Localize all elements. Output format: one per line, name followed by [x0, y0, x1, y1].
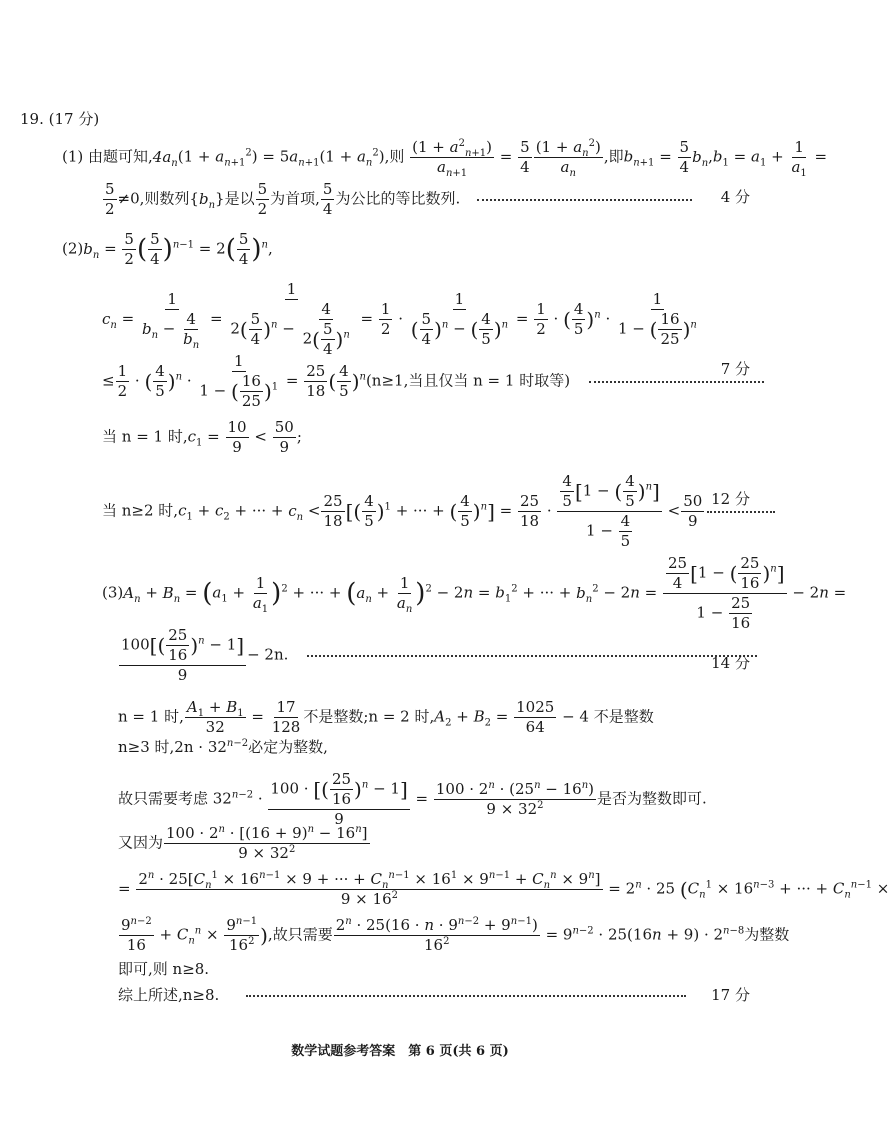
part3-continuation: $\frac{9^{n-2}}{16}$ + $C_n^n$ × $\frac{9^{n-1}}{16^2}$ ),故只需要 $\frac{2^n \cdot 25(16 \cdot n \cdot 9^{n-2} + 9^{n-1})}{16^2}$ = $9^{n-2} \cdot 25(16n + 9) \cdot 2^{n-8}$为整数	[121, 916, 790, 954]
part2-cn: $c_n$ = 1 $b_n$ − $\frac{4}{b_n}$ = 1 2( $\frac{5}{4}$ )$^n$ − 4 2( $\frac{5}{4}$ )$^n$ = $\frac{1}{2}$ · 1 ( $\frac{5}{4}$ )$^n$ − ( $\frac{4}{5}$ )$^n$ = $\frac{1}{2}$ · ( $\frac{4}{5}$ )$^n$ · 1 1 − ( $\frac{16}{25}$ )$^n$	[102, 280, 697, 358]
part3-score1: 14 分	[711, 654, 750, 672]
part2-n2: 当 n≥2 时$,c_1 + c_2$ + ··· + $c_n$ < $\frac{25}{18}$ [( $\frac{4}{5}$ )$^1$ + ··· + ( $\frac{4}{5}$ )$^n$] = $\frac{25}{18}$ · $\frac{4}{5}$ [1 − ( $\frac{4}{5}$ )$^n$] 1 − $\frac{4}{5}$ < $\frac{50}{9}$	[102, 474, 775, 549]
part1-line1: (1) 由题可知$,4a_n(1 + a_{n+1}^2) = 5a_{n+1}(1 + a_n^2)$,则 $\frac{(1 + a^2_{n+1})}{a_{n+1}}$ = $\frac{5}{4}$ $\frac{(1 + a_n^2)}{a_n}$ ,即$b_{n+1}$ = $\frac{5}{4}$ $b_n,b_1 = a_1$ + $\frac{1}{a_1}$ =	[62, 138, 828, 179]
part2-ineq: ≤ $\frac{1}{2}$ · ( $\frac{4}{5}$ )$^n$ · 1 1 − ( $\frac{16}{25}$ )$^1$ = $\frac{25}{18}$ ( $\frac{4}{5}$ )$^n$(n≥1,当且仅当 n = 1 时取等)	[102, 354, 764, 409]
part3-because: 又因为 $\frac{100 \cdot 2^n \cdot [(16 + 9)^n - 16^n]}{9 \times 32^2}$	[118, 824, 368, 862]
part1-score: 4 分	[720, 188, 750, 206]
part3-n3: n≥3 时$,2n \cdot 32^{n-2}$必定为整数,	[118, 738, 328, 756]
part2-n1: 当 n = 1 时$,c_1$ = $\frac{10}{9}$ < $\frac{50}{9}$ ;	[102, 418, 302, 456]
part1-intro: (1) 由题可知,	[62, 147, 153, 166]
page-footer: 数学试题参考答案 第 6 页(共 6 页)	[291, 1044, 509, 1059]
part2-bn: $(2)b_n$ = $\frac{5}{2}$ ( $\frac{5}{4}$ )$^{n-1}$ = 2( $\frac{5}{4}$ )$^n$,	[62, 230, 273, 268]
part3-line1: $(3)A_n + B_n = (a_1$ + $\frac{1}{a_1}$ )$^2$ + ··· + ($a_n$ + $\frac{1}{a_n}$ )$^2 - 2n = b_1^2$ + ··· + $b_n^2 - 2n$ = $\frac{25}{4}$ [1 − ( $\frac{25}{16}$ )$^n$] 1 − $\frac{25}{16}$ − 2n =	[102, 554, 847, 632]
part1-line2: $\frac{5}{2}$ ≠0,则数列$\{b_n\}$是以 $\frac{5}{2}$ 为首项, $\frac{5}{4}$ 为公比的等比数列.	[102, 182, 692, 217]
part3-score2: 17 分	[711, 986, 750, 1004]
part3-consider: 故只需要考虑 $32^{n-2}$ · 100 · [( $\frac{25}{16}$ )$^n$ − 1] 9 = $\frac{100 \cdot 2^n \cdot (25^n - 16^n)}{9 \times 32^2}$ 是否为整数即可.	[118, 770, 707, 828]
part2-score1: 7 分	[720, 360, 750, 378]
problem-header: 19. (17 分)	[20, 110, 100, 128]
part3-n12: n = 1 时, $\frac{A_1 + B_1}{32}$ = $\frac{17}{128}$ 不是整数;n = 2 时$,A_2 + B_2$ = $\frac{1025}{64}$ − 4 不是整数	[118, 698, 654, 736]
part3-expansion: = $2^n \cdot 25[C_n^1 \times 16^{n-1} \times 9$ + ··· + $C_n^{n-1} \times 16^1 \times 9^{n-1} + C_n^n \times 9^n$] $9 \times 16^2$ = $2^n \cdot 25$ ($C_n^1 \times 16^{n-3}$ + ··· + $C_n^{n-1}$ ×	[118, 870, 889, 908]
part2-score2: 12 分	[711, 490, 750, 508]
part3-then: 即可,则 n≥8.	[118, 960, 210, 978]
part3-line2: 100[( $\frac{25}{16}$ )$^n$ − 1] 9 − 2n.	[118, 628, 757, 683]
part3-summary: 综上所述,n≥8.	[118, 988, 686, 1003]
